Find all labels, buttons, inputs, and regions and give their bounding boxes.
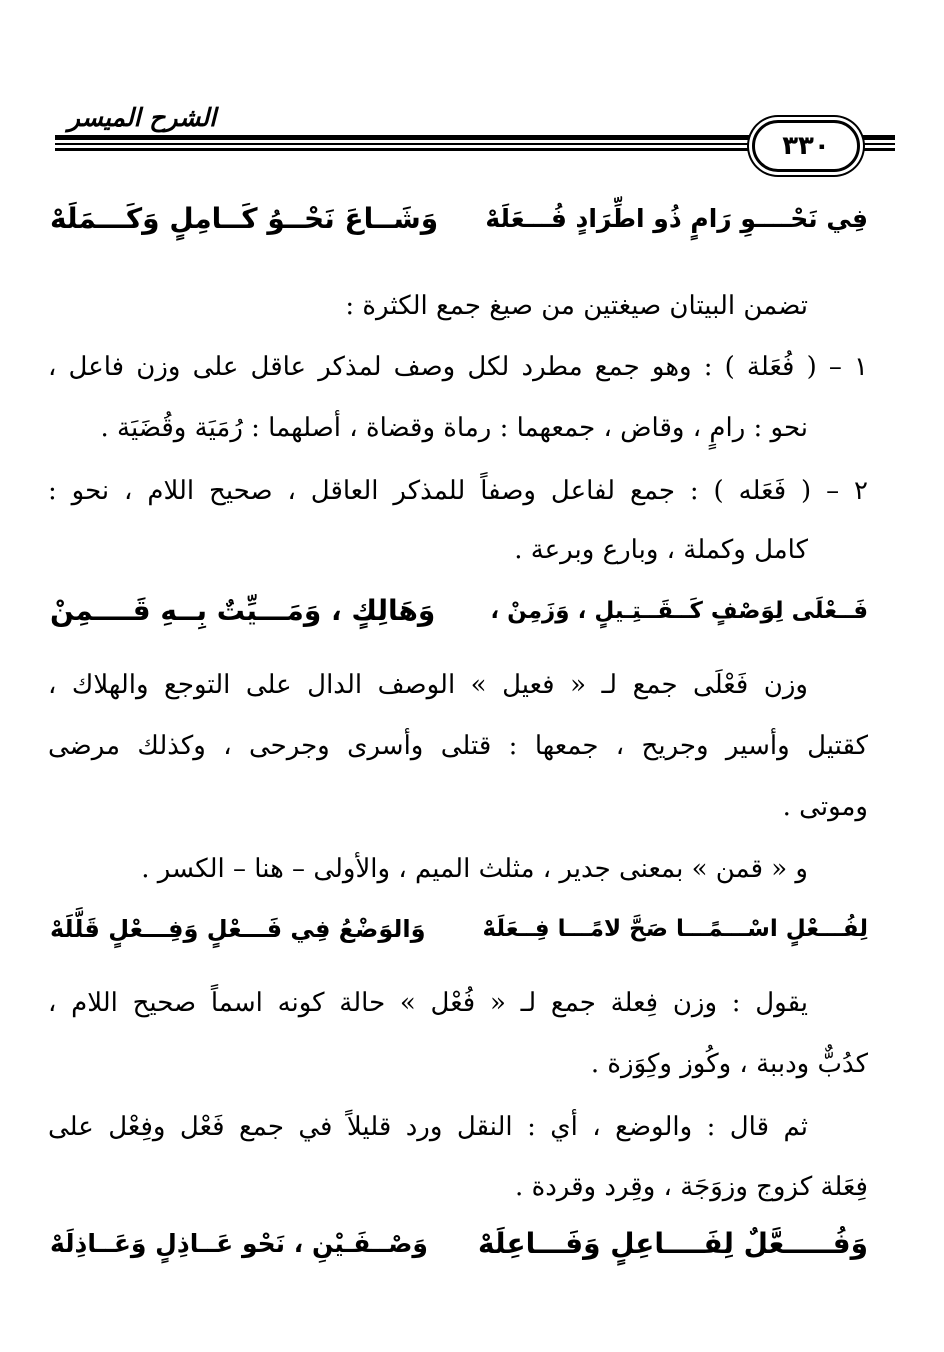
verse-first-hemistich: فَــعْلَى لِوَصْفٍ كَــقَــتِـيلٍ ، وَزَمِنْ ، (490, 598, 868, 624)
verse-first-hemistich: لِفُـــعْلٍ اسْـــمًـــا صَحَّ لامًـــا فِــعَلَهْ (482, 916, 868, 942)
paragraph-line: يقول : وزن فِعلة جمع لـ « فُعْل » حالة كونه اسماً صحيح اللام ، (48, 988, 808, 1018)
verse-second-hemistich: وَصْــفَـيْنِ ، نَحْو عَــاذِلٍ وَعَــاذِلَهْ (50, 1229, 428, 1258)
verse-line (50, 194, 868, 244)
verse-second-hemistich: وَهَالِكٍ ، وَمَـــيِّتٌ بِــهِ قَــــمِنْ (50, 594, 436, 627)
paragraph-line: تضمن البيتان صيغتين من صيغ جمع الكثرة : (345, 291, 808, 321)
paragraph-line: فِعَلة كزوج وزوَجَة ، وقِرد وقردة . (515, 1172, 868, 1202)
paragraph-line: ١ – ( فُعَلة ) : وهو جمع مطرد لكل وصف لمذكر عاقل على وزن فاعل ، (48, 352, 868, 382)
verse-first-hemistich: وَفُـــــعَّلٌ لِفَــــاعِلٍ وَفَـــاعِلَهْ (478, 1227, 868, 1260)
paragraph-line: وموتى . (782, 792, 868, 822)
verse-first-hemistich: فِي نَحْــــوِ رَامٍ ذُو اطِّرَادٍ فُـــعَلَهْ (485, 204, 868, 233)
verse-line (50, 1219, 868, 1269)
paragraph-line: وزن فَعْلَى جمع لـ « فعيل » الوصف الدال على التوجع والهلاك ، (48, 670, 808, 700)
page-number: ٣٣٠ (782, 131, 830, 161)
page-number-oval (752, 120, 860, 172)
paragraph-line: و « قمن » بمعنى جدير ، مثلث الميم ، والأولى – هنا – الكسر . (141, 854, 808, 884)
paragraph-line: نحو : رامٍ ، وقاض ، جمعهما : رماة وقضاة ، أصلهما : رُمَيَة وقُضَيَة . (100, 413, 808, 443)
verse-second-hemistich: وَشَــاعَ نَحْــوُ كَــامِلٍ وَكَـــمَلَهْ (50, 202, 439, 235)
paragraph-line: ٢ – ( فَعَله ) : جمع لفاعل وصفاً للمذكر العاقل ، صحيح اللام ، نحو : (48, 476, 868, 506)
verse-line (50, 904, 868, 954)
paragraph-line: ثم قال : والوضع ، أي : النقل ورد قليلاً في جمع فَعْل وفِعْل على (48, 1112, 808, 1142)
paragraph-line: كقتيل وأسير وجريح ، جمعها : قتلى وأسرى وجرحى ، وكذلك مرضى (48, 731, 868, 761)
paragraph-line: كدُبٌّ ودببة ، وكُوز وكِوَزة . (590, 1049, 868, 1079)
verse-line (50, 586, 868, 636)
running-header-title: الشرح الميسر (67, 103, 217, 132)
verse-second-hemistich: وَالوَضْعُ فِي فَـــعْلٍ وَفِـــعْلٍ قَلَّلَهْ (50, 915, 426, 943)
paragraph-line: كامل وكملة ، وبارع وبرعة . (514, 535, 808, 565)
